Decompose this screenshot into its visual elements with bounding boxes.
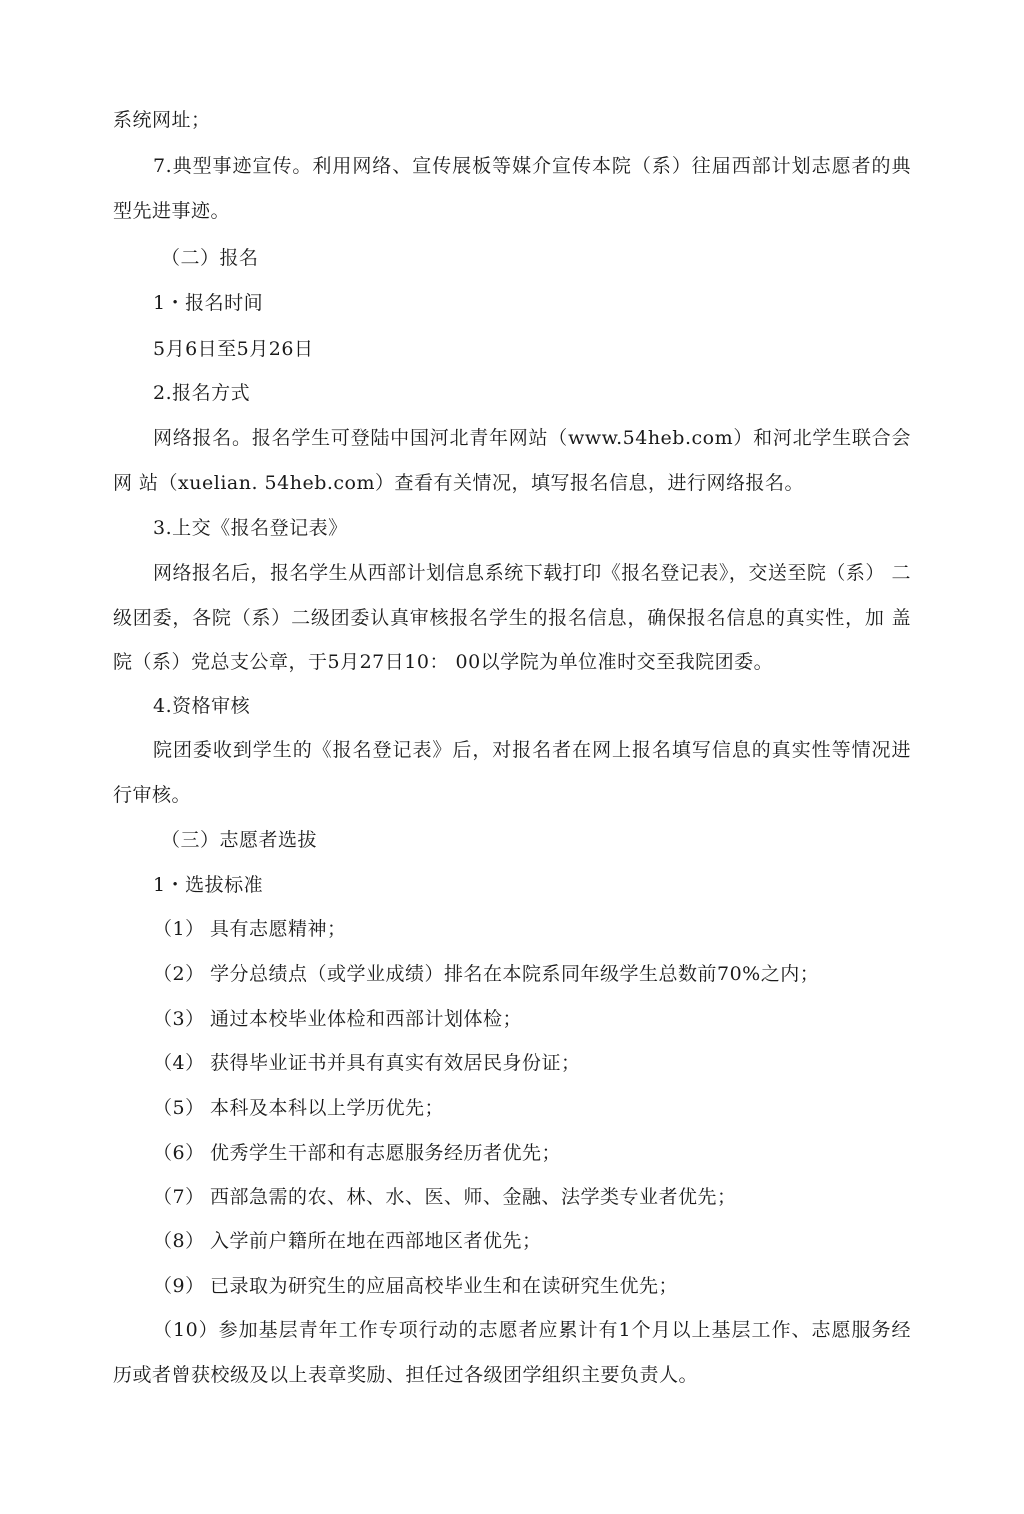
criteria-item: [153, 1185, 737, 1209]
registration-dates: 5月6日至5月26日: [153, 338, 314, 360]
criteria-number: （7）: [153, 1186, 205, 1208]
paragraph-qualification-review: 院团委收到学生的《报名登记表》后，对报名者在网上报名填写信息的真实性等情况进 行审核。: [113, 739, 911, 806]
paragraph-system-url: 系统网址；: [113, 109, 211, 131]
criteria-text: 学分总绩点（或学业成绩）排名在本院系同年级学生总数前70%之内；: [210, 963, 820, 985]
paragraph-submit-form: 网络报名后，报名学生从西部计划信息系统下载打印《报名登记表》，交送至院（系） 二级团委，各院（系）二级团委认真审核报名学生的报名信息，确保报名信息的真实性，加 盖院（系）党总支公章，于5月27日10： 00以学院为单位准时交至我院团委。: [113, 562, 911, 673]
subheading-qualification-review: 4.资格审核: [153, 695, 251, 717]
criteria-number: （1）: [153, 918, 205, 940]
criteria-text: 获得毕业证书并具有真实有效居民身份证；: [210, 1052, 581, 1074]
criteria-text: 本科及本科以上学历优先；: [210, 1097, 445, 1119]
criteria-item: [153, 1141, 561, 1165]
criteria-number: （2）: [153, 963, 205, 985]
criteria-item: [153, 1007, 522, 1031]
paragraph-typical-deeds: 7.典型事迹宣传。利用网络、宣传展板等媒介宣传本院（系）往届西部计划志愿者的典 型先进事迹。: [113, 155, 911, 222]
criteria-number: （8）: [153, 1230, 205, 1252]
criteria-item: [153, 1229, 542, 1253]
criteria-text: 优秀学生干部和有志愿服务经历者优先；: [210, 1142, 562, 1164]
subheading-submit-form: 3.上交《报名登记表》: [153, 517, 348, 539]
paragraph-online-registration: 网络报名。报名学生可登陆中国河北青年网站（www.54heb.com）和河北学生联合会网 站（xuelian. 54heb.com）查看有关情况，填写报名信息，进行网络报名。: [113, 427, 911, 494]
criteria-text: 入学前户籍所在地在西部地区者优先；: [210, 1230, 542, 1252]
criteria-item-last: （10）参加基层青年工作专项行动的志愿者应累计有1个月以上基层工作、志愿服务经 历或者曾获校级及以上表章奖励、担任过各级团学组织主要负责人。: [113, 1319, 911, 1386]
section-heading-selection: （三）志愿者选拔: [161, 829, 318, 851]
criteria-item: [153, 1051, 581, 1075]
criteria-text: 通过本校毕业体检和西部计划体检；: [210, 1008, 523, 1030]
criteria-text: 西部急需的农、林、水、医、师、金融、法学类专业者优先；: [210, 1186, 737, 1208]
criteria-text: 已录取为研究生的应届高校毕业生和在读研究生优先；: [210, 1275, 679, 1297]
section-heading-registration: （二）报名: [161, 247, 259, 269]
criteria-item: [153, 1274, 678, 1298]
criteria-number: （6）: [153, 1142, 205, 1164]
subheading-selection-criteria: 1・选拔标准: [153, 874, 264, 896]
criteria-item: [153, 962, 819, 986]
criteria-text: 具有志愿精神；: [210, 918, 347, 940]
criteria-item: [153, 1096, 444, 1120]
criteria-number: （3）: [153, 1008, 205, 1030]
criteria-number: （5）: [153, 1097, 205, 1119]
criteria-item: [153, 917, 347, 941]
criteria-number: （4）: [153, 1052, 205, 1074]
subheading-registration-time: 1・报名时间: [153, 292, 264, 314]
criteria-number: （9）: [153, 1275, 205, 1297]
subheading-registration-method: 2.报名方式: [153, 382, 251, 404]
